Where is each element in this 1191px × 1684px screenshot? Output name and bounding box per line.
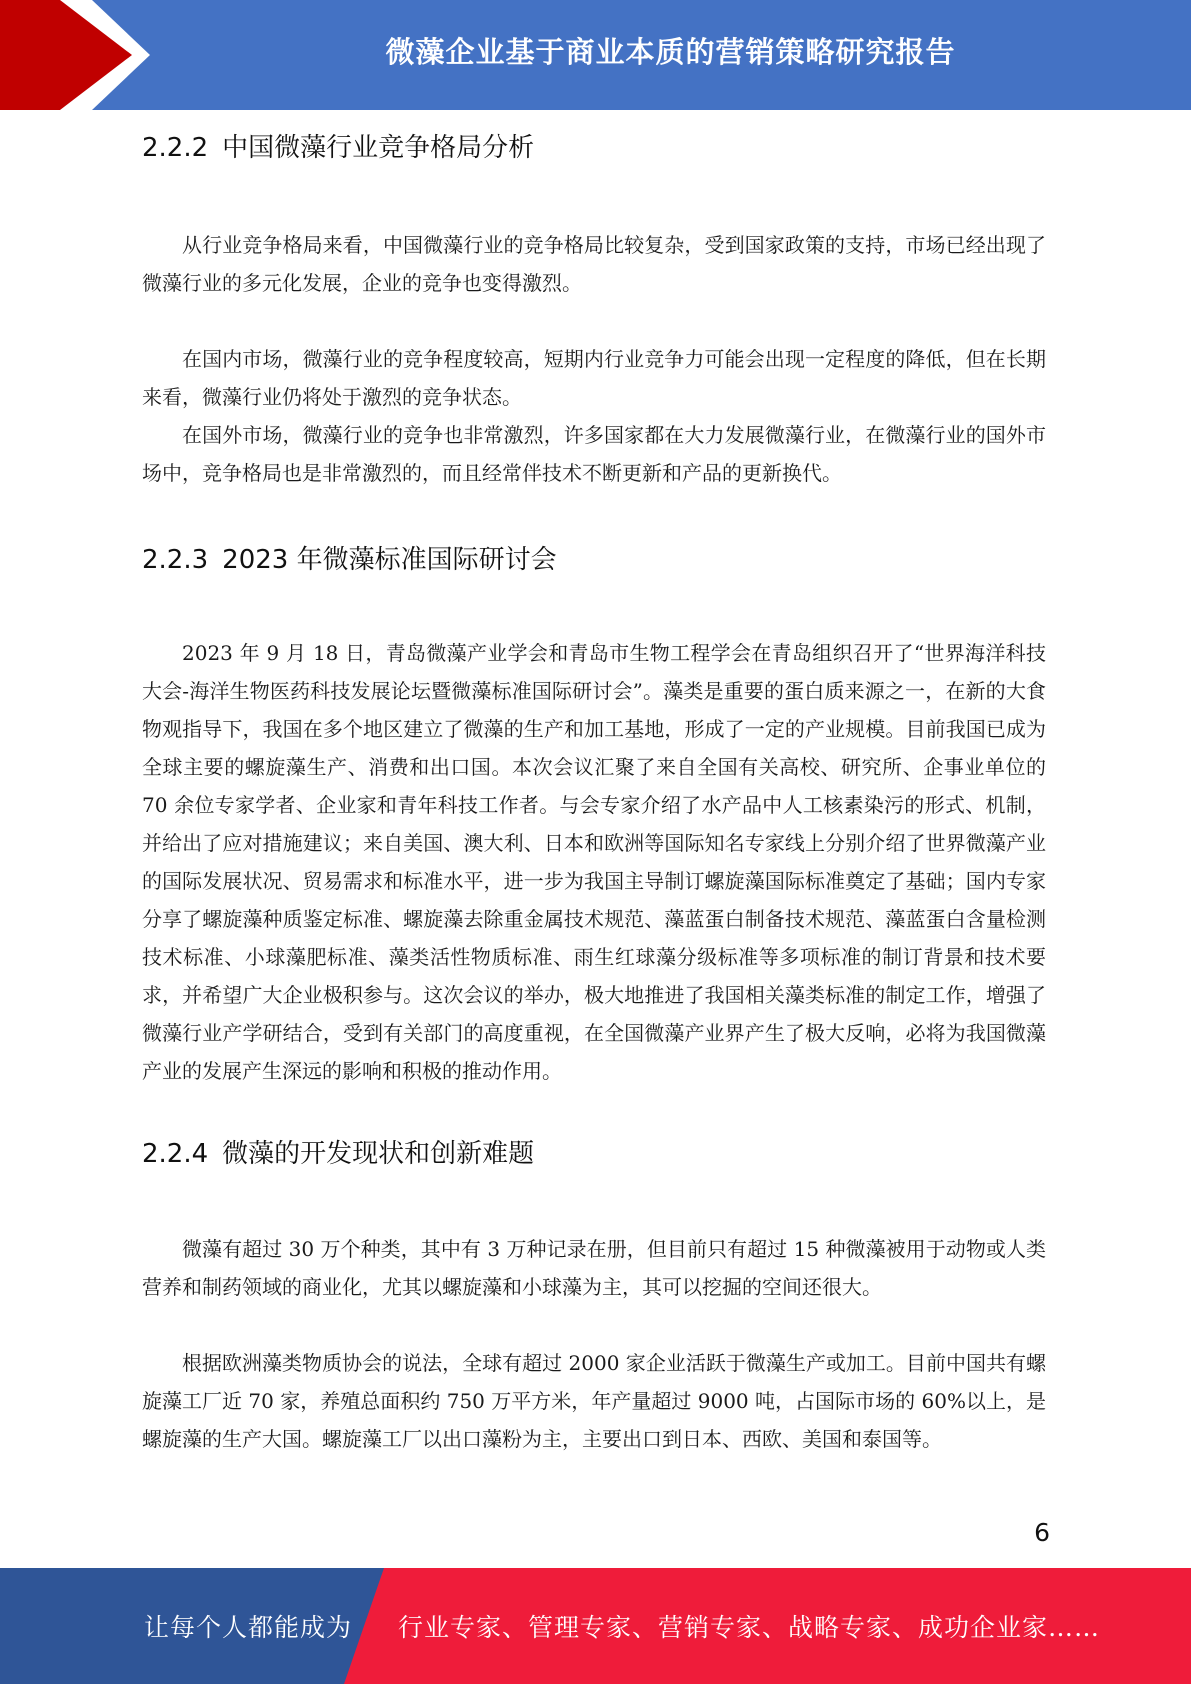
header-banner: [0, 0, 1191, 110]
section-number: 2.2.3: [142, 545, 209, 575]
section-title: 2023 年微藻标准国际研讨会: [222, 545, 557, 575]
paragraph: 2023 年 9 月 18 日，青岛微藻产业学会和青岛市生物工程学会在青岛组织召开了“世界海洋科技大会-海洋生物医药科技发展论坛暨微藻标准国际研讨会”。藻类是重要的蛋白质来源之一，在新的大食物观指导下，我国在多个地区建立了微藻的生产和加工基地，形成了一定的产业规模。目前我国已成为全球主要的螺旋藻生产、消费和出口国。本次会议汇聚了来自全国有关高校、研究所、企事业单位的 70 余位专家学者、企业家和青年科技工作者。与会专家介绍了水产品中人工核素染污的形式、机制，并给出了应对措施建议；来自美国、澳大利、日本和欧洲等国际知名专家线上分别介绍了世界微藻产业的国际发展状况、贸易需求和标准水平，进一步为我国主导制订螺旋藻国际标准奠定了基础；国内专家分享了螺旋藻种质鉴定标准、螺旋藻去除重金属技术规范、藻蓝蛋白制备技术规范、藻蓝蛋白含量检测技术标准、小球藻肥标准、藻类活性物质标准、雨生红球藻分级标准等多项标准的制订背景和技术要求，并希望广大企业极积参与。这次会议的举办，极大地推进了我国相关藻类标准的制定工作，增强了微藻行业产学研结合，受到有关部门的高度重视，在全国微藻产业界产生了极大反响，必将为我国微藻产业的发展产生深远的影响和积极的推动作用。: [142, 641, 1046, 1083]
section-title: 微藻的开发现状和创新难题: [222, 1139, 535, 1169]
footer-slogan-left: 让每个人都能成为: [144, 1613, 353, 1642]
paragraph: 在国内市场，微藻行业的竞争程度较高，短期内行业竞争力可能会出现一定程度的降低，但在长期来看，微藻行业仍将处于激烈的竞争状态。: [142, 347, 1046, 409]
section-number: 2.2.4: [142, 1139, 209, 1169]
section-heading: [142, 128, 1046, 168]
paragraph: 在国外市场，微藻行业的竞争也非常激烈，许多国家都在大力发展微藻行业，在微藻行业的国外市场中，竞争格局也是非常激烈的，而且经常伴技术不断更新和产品的更新换代。: [142, 423, 1046, 485]
document-title: 微藻企业基于商业本质的营销策略研究报告: [385, 34, 956, 69]
page-number: 6: [1034, 1518, 1050, 1547]
paragraph: 从行业竞争格局来看，中国微藻行业的竞争格局比较复杂，受到国家政策的支持，市场已经出现了微藻行业的多元化发展，企业的竞争也变得激烈。: [142, 233, 1046, 295]
section-heading: [142, 1134, 1046, 1174]
section-title: 中国微藻行业竞争格局分析: [222, 133, 535, 163]
section-number: 2.2.2: [142, 133, 209, 163]
page-content: [142, 110, 1046, 1458]
paragraph: 根据欧洲藻类物质协会的说法，全球有超过 2000 家企业活跃于微藻生产或加工。目前中国共有螺旋藻工厂近 70 家，养殖总面积约 750 万平方米，年产量超过 9000 吨，占国际市场的 60%以上，是螺旋藻的生产大国。螺旋藻工厂以出口藻粉为主，主要出口到日本、西欧、美国和泰国等。: [142, 1351, 1046, 1451]
header-arrow-decoration: [0, 0, 160, 110]
paragraph: 微藻有超过 30 万个种类，其中有 3 万种记录在册，但目前只有超过 15 种微藻被用于动物或人类营养和制药领域的商业化，尤其以螺旋藻和小球藻为主，其可以挖掘的空间还很大。: [142, 1237, 1046, 1299]
footer-banner: [0, 1568, 1191, 1684]
footer-slogan-right: 行业专家、管理专家、营销专家、战略专家、成功企业家……: [398, 1613, 1101, 1642]
section-heading: [142, 540, 1046, 580]
